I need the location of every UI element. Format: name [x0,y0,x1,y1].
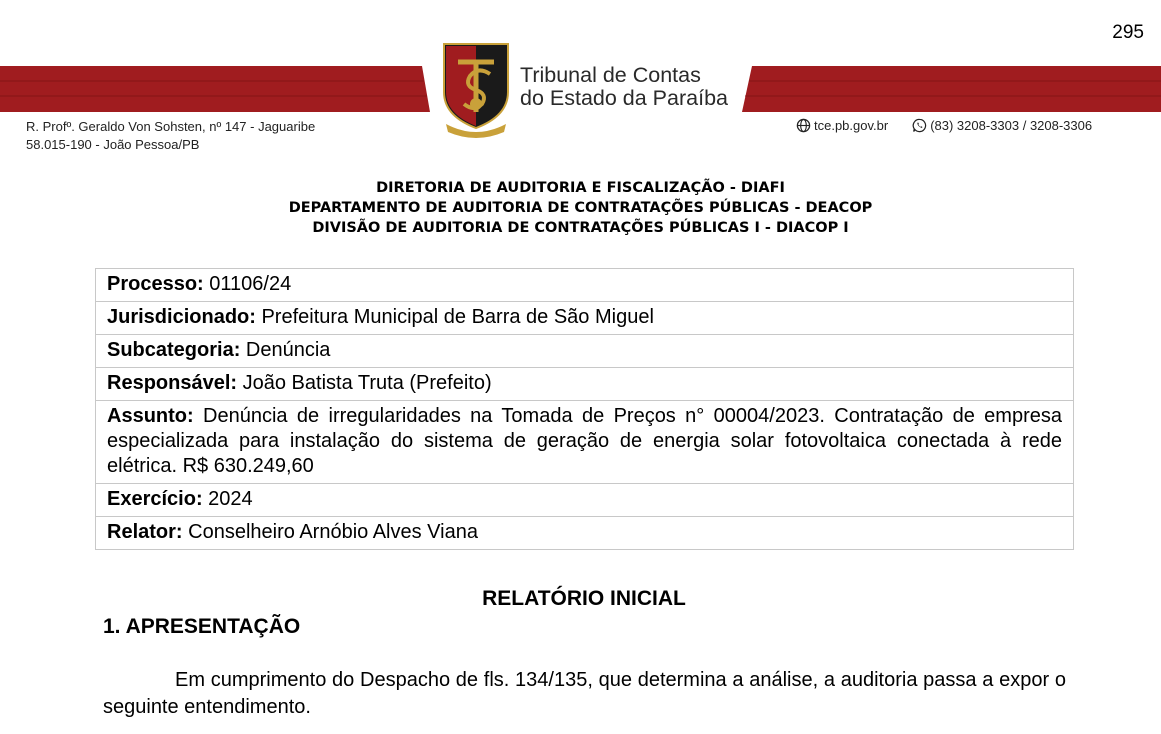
responsavel-value: João Batista Truta (Prefeito) [242,372,492,394]
address-line2: 58.015-190 - João Pessoa/PB [26,137,200,152]
court-name-line1: Tribunal de Contas [520,63,701,87]
phone-contact [912,118,1092,133]
subcategoria-value: Denúncia [245,339,331,361]
website-text: tce.pb.gov.br [814,118,889,133]
responsavel-label: Responsável: [107,372,238,394]
assunto-value: Denúncia de irregularidades na Tomada de Preços n° 00004/2023. Contratação de empresa especializada para instalação do sistema de geração de energia solar fotovoltaica conectada à rede elétrica. R$ 630.249,60 [107,405,1062,477]
table-row-relator [96,517,1074,550]
subcategoria-label: Subcategoria: [107,339,241,361]
table-row-processo [96,269,1074,302]
exercicio-label: Exercício: [107,488,203,510]
section-title-apresentacao: 1. APRESENTAÇÃO [103,615,301,638]
court-crest-logo [440,40,512,140]
address-line1: R. Profº. Geraldo Von Sohsten, nº 147 - Jaguaribe [26,119,316,134]
whatsapp-icon [912,118,927,133]
court-name-line2: do Estado da Paraíba [520,86,728,110]
phone-text: (83) 3208-3303 / 3208-3306 [930,118,1093,133]
report-title: RELATÓRIO INICIAL [482,587,686,610]
processo-label: Processo: [107,273,204,295]
page-number: 295 [1112,22,1144,43]
section-paragraph: Em cumprimento do Despacho de fls. 134/135, que determina a análise, a auditoria passa a expor o seguinte entendimento. [103,669,1066,718]
relator-value: Conselheiro Arnóbio Alves Viana [188,521,478,543]
table-row-responsavel [96,368,1074,401]
jurisdicionado-value: Prefeitura Municipal de Barra de São Miguel [261,306,654,328]
assunto-label: Assunto: [107,405,194,427]
relator-label: Relator: [107,521,183,543]
header-band-right [742,66,1161,112]
directorate-line3: DIVISÃO DE AUDITORIA DE CONTRATAÇÕES PÚBLICAS I - DIACOP I [312,220,849,236]
directorate-heading [0,178,1161,238]
directorate-line1: DIRETORIA DE AUDITORIA E FISCALIZAÇÃO - DIAFI [376,180,785,196]
directorate-line2: DEPARTAMENTO DE AUDITORIA DE CONTRATAÇÕES PÚBLICAS - DEACOP [288,200,873,216]
contact-block [796,118,1092,133]
process-info-table [95,268,1074,550]
processo-value: 01106/24 [209,273,292,295]
table-row-jurisdicionado [96,302,1074,335]
jurisdicionado-label: Jurisdicionado: [107,306,256,328]
court-name [520,64,728,110]
website-contact[interactable] [796,118,888,133]
table-row-subcategoria [96,335,1074,368]
header-band-left [0,66,430,112]
table-row-exercicio [96,484,1074,517]
globe-icon [796,118,811,133]
address-block [26,118,315,154]
exercicio-value: 2024 [208,488,253,510]
table-row-assunto [96,401,1074,484]
